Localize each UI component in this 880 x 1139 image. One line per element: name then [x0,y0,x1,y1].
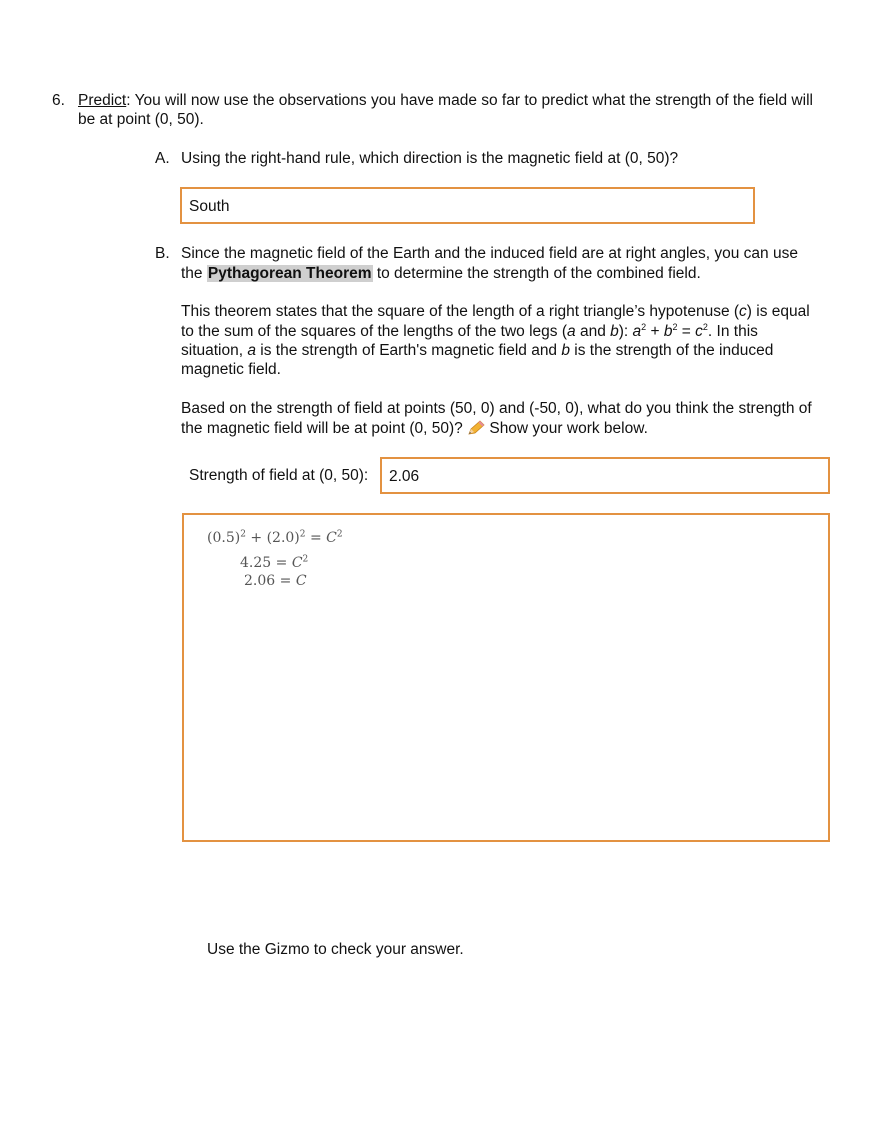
pencil-icon [467,420,485,436]
formula-c-exponent: 2 [702,321,708,332]
formula-b: b [663,323,673,340]
work-line-3 [244,573,307,589]
part-b-line1: Since the magnetic field of the Earth and the induced field are at right angles, you can use [181,245,798,262]
strength-answer-value: 2.06 [389,468,420,485]
work-term-a: (0.5) [207,530,241,546]
theorem-line3-post: is the strength of the induced [570,342,774,359]
question-intro-line1 [78,91,813,111]
formula-equals: = [677,323,696,340]
theorem-line3 [181,341,773,361]
work-term-b-exponent: 2 [299,529,306,540]
work-line-1 [207,530,343,546]
theorem-line1-post: ) is equal [746,303,810,320]
work-result: 2.06 = [244,573,296,589]
theorem-line3-mid: is the strength of Earth's magnetic field and [255,342,562,359]
and-word: and [575,323,611,340]
work-sum: 4.25 = [240,555,292,571]
part-b-line2-post: to determine the strength of the combined field. [372,265,701,282]
theorem-line4: magnetic field. [181,361,281,378]
formula-a: a [632,323,642,340]
c-variable: c [739,303,747,320]
strength-label: Strength of field at (0, 50): [189,467,369,484]
theorem-line2 [181,322,758,342]
work-c-var: C [295,573,307,589]
theorem-line2-post: . In this [707,323,758,340]
intro-text: : You will now use the observations you have made so far to predict what the strength of the field will [126,92,813,109]
theorem-line2-pre: to the sum of the squares of the lengths of the two legs ( [181,323,568,340]
work-term-b: + (2.0) [245,530,300,546]
work-term-a-exponent: 2 [240,529,246,540]
a-variable: a [567,323,576,340]
work-c-exponent: 2 [336,529,343,540]
a-variable: a [247,342,256,359]
theorem-line2-mid: ): [618,323,633,340]
prediction-line1: Based on the strength of field at points (50, 0) and (-50, 0), what do you think the strength of [181,400,812,417]
work-line-2 [240,555,308,571]
work-equals: = [305,530,327,546]
work-c-exponent: 2 [302,554,309,565]
strength-answer-field[interactable] [380,457,830,494]
prediction-line2-post: Show your work below. [485,420,648,437]
part-a-letter: A. [155,150,170,167]
part-b-line2-pre: the [181,265,207,282]
formula-b-exponent: 2 [672,321,678,332]
formula-a-exponent: 2 [641,321,647,332]
part-a-prompt: Using the right-hand rule, which direction is the magnetic field at (0, 50)? [181,150,679,167]
pythagorean-theorem-highlight: Pythagorean Theorem [207,265,372,282]
direction-answer-value: South [189,198,230,215]
theorem-line3-pre: situation, [181,342,248,359]
question-intro-line2: be at point (0, 50). [78,111,204,128]
theorem-line1-pre: This theorem states that the square of the length of a right triangle’s hypotenuse ( [181,303,740,320]
b-variable: b [610,323,619,340]
part-b-letter: B. [155,245,170,262]
question-number: 6. [52,92,65,109]
formula-c: c [695,323,703,340]
work-area[interactable] [182,513,830,842]
prediction-line2-pre: the magnetic field will be at point (0, 50)? [181,420,468,437]
work-c-var: C [326,530,337,546]
formula-plus: + [646,323,664,340]
predict-label: Predict [78,92,127,109]
direction-answer-field[interactable] [180,187,755,224]
part-b-line2 [181,264,701,284]
gizmo-instruction: Use the Gizmo to check your answer. [207,941,464,958]
work-c-var: C [291,555,303,571]
theorem-line1 [181,302,810,322]
prediction-line2 [181,419,648,439]
b-variable: b [561,342,570,359]
